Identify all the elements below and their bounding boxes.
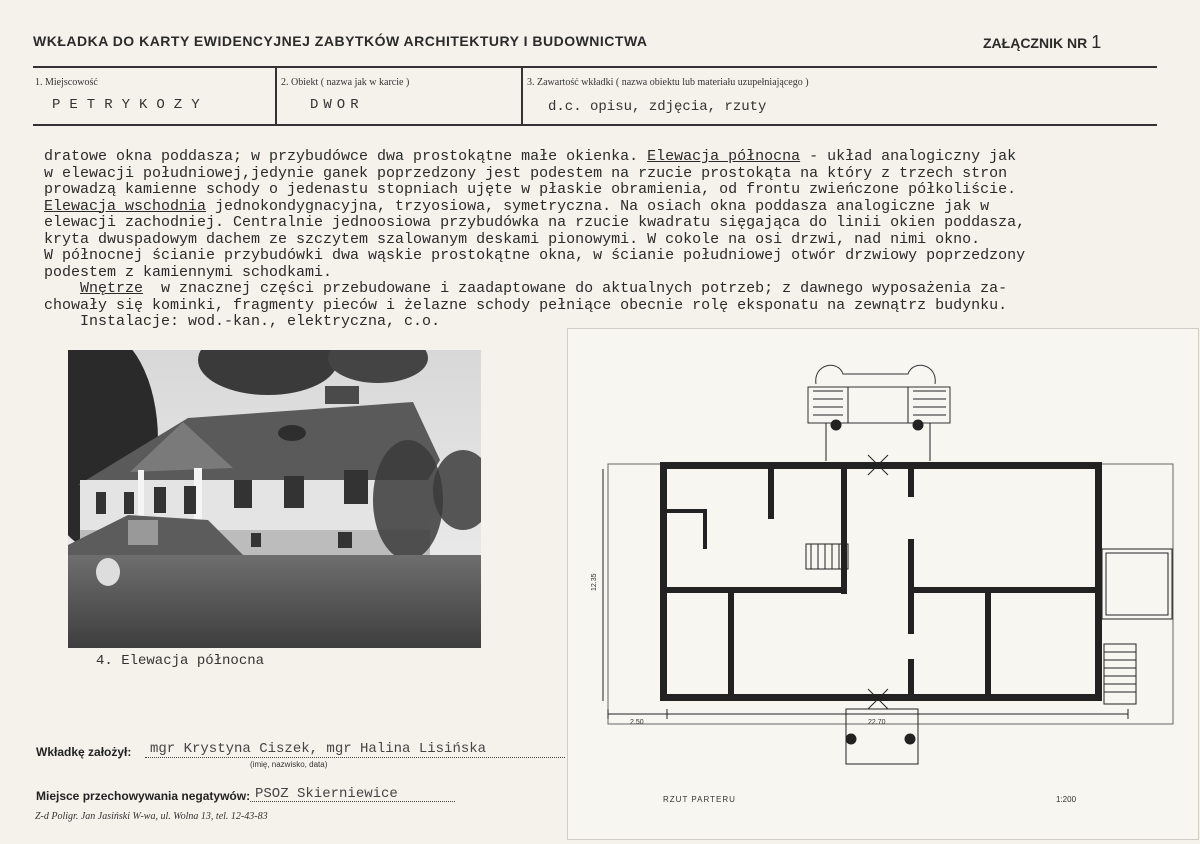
contents-label: 3. Zawartość wkładki ( nazwa obiektu lub materiału uzupełniającego ) [527, 77, 809, 88]
negatives-value: PSOZ Skierniewice [255, 786, 398, 802]
plan-dim-bottom-2: 22.70 [868, 719, 886, 726]
plan-dim-bottom-1: 2.50 [630, 719, 644, 726]
desc-line: kryta dwuspadowym dachem ze szczytem szalowanym deskami pionowymi. W cokole na osi drzwi, nad nimi okno. [44, 230, 981, 248]
desc-line: prowadzą kamienne schody o jedenastu stopniach ujęte w płaskie obramienia, od frontu zwieńczone półkoliście. [44, 181, 1017, 198]
annex-label [983, 32, 1101, 53]
floor-plan-drawing [568, 329, 1198, 839]
desc-line: podestem z kamiennymi schodkami. [44, 263, 333, 281]
author-value: mgr Krystyna Ciszek, mgr Halina Lisińska [150, 741, 487, 757]
plan-scale: 1:200 [1056, 795, 1077, 804]
desc-line: w elewacji południowej,jedynie ganek poprzedzony jest podestem na rzucie prostokąta na który z trzech stron [44, 164, 1008, 182]
desc-line: W północnej ścianie przybudówki dwa wąskie prostokątne okna, w ścianie południowej otwór drzwiowy poprzedzony [44, 247, 1026, 264]
object-label: 2. Obiekt ( nazwa jak w karcie ) [281, 77, 410, 88]
desc-line [44, 280, 80, 297]
manor-photo [68, 350, 481, 648]
plan-title: RZUT PARTERU [663, 795, 736, 804]
desc-line: jednokondygnacyjna, trzyosiowa, symetryczna. Na osiach okna poddasza analogiczne jak w [206, 197, 990, 215]
interior-heading: Wnętrze [80, 280, 144, 297]
annex-label-text: ZAŁĄCZNIK NR [983, 35, 1088, 51]
east-elevation-heading: Elewacja wschodnia [44, 197, 207, 215]
field-divider-1 [275, 66, 277, 124]
desc-line: chowały się kominki, fragmenty pieców i żelazne schody pełniące obecnie rolę eksponatu na zewnątrz budynku. [44, 296, 1008, 314]
author-label: Wkładkę założył: [36, 745, 132, 759]
annex-number: 1 [1091, 32, 1102, 52]
description-text [44, 149, 1174, 331]
negatives-label: Miejsce przechowywania negatywów: [36, 789, 251, 803]
field-top-rule [33, 66, 1157, 68]
desc-line: elewacji zachodniej. Centralnie jednoosiowa przybudówka na rzucie kwadratu sięgająca do linii okien poddasza, [44, 214, 1026, 231]
desc-line: Instalacje: wod.-kan., elektryczna, c.o. [44, 313, 441, 330]
field-bottom-rule [33, 124, 1157, 126]
floor-plan [567, 328, 1199, 840]
contents-value: d.c. opisu, zdjęcia, rzuty [548, 99, 767, 115]
locality-value: PETRYKOZY [52, 97, 209, 113]
object-value: DWOR [310, 97, 364, 113]
plan-dim-left: 12.35 [591, 573, 598, 591]
locality-label: 1. Miejscowość [35, 77, 98, 88]
author-dotted-line [145, 757, 565, 758]
printer-imprint: Z-d Poligr. Jan Jasiński W-wa, ul. Wolna 13, tel. 12-43-83 [35, 811, 268, 822]
manor-photo-image [68, 350, 481, 648]
author-note: (imię, nazwisko, data) [250, 760, 328, 769]
desc-line: - układ analogiczny jak [800, 148, 1017, 165]
desc-line: w znacznej części przebudowane i zaadaptowane do aktualnych potrzeb; z dawnego wyposażenia za- [143, 280, 1008, 297]
field-divider-2 [521, 66, 523, 124]
north-elevation-heading: Elewacja północna [647, 148, 801, 165]
desc-line: dratowe okna poddasza; w przybudówce dwa prostokątne małe okienka. [44, 148, 648, 165]
photo-caption: 4. Elewacja północna [96, 653, 265, 669]
form-title: WKŁADKA DO KARTY EWIDENCYJNEJ ZABYTKÓW ARCHITEKTURY I BUDOWNICTWA [33, 33, 648, 49]
